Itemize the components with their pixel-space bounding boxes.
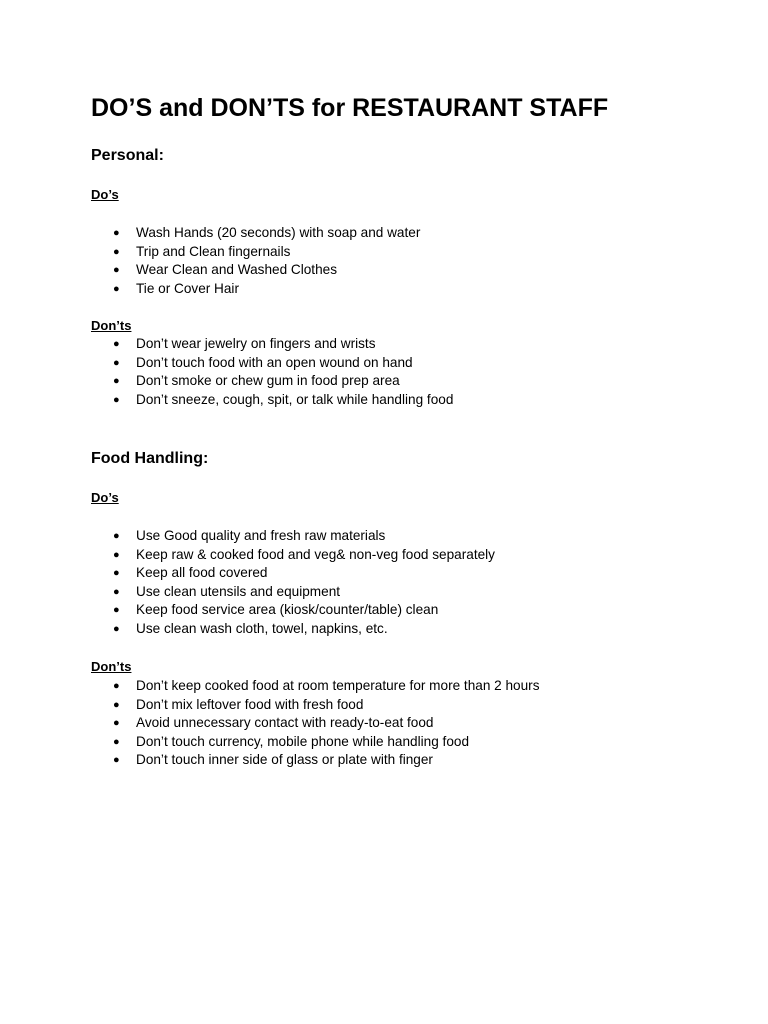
list-item-text: Tie or Cover Hair bbox=[136, 280, 239, 296]
bullet-icon: ● bbox=[113, 338, 120, 350]
bullet-icon: ● bbox=[113, 356, 120, 369]
bullet-icon: ● bbox=[113, 680, 120, 692]
bullet-icon: ● bbox=[113, 754, 120, 767]
personal-dos-heading: Do’s bbox=[91, 187, 119, 202]
bullet-icon: ● bbox=[113, 530, 120, 542]
list-item-text: Don’t touch currency, mobile phone while handling food bbox=[136, 733, 469, 749]
bullet-icon: ● bbox=[113, 264, 120, 277]
list-item-text: Keep food service area (kiosk/counter/table) clean bbox=[136, 602, 439, 618]
list-item-text: Use Good quality and fresh raw materials bbox=[136, 528, 386, 543]
bullet-icon: ● bbox=[113, 622, 120, 635]
list-item-text: Don’t mix leftover food with fresh food bbox=[136, 696, 364, 712]
bullet-icon: ● bbox=[113, 604, 120, 617]
bullet-icon: ● bbox=[113, 567, 120, 580]
list-item-text: Don’t touch food with an open wound on hand bbox=[136, 354, 413, 370]
list-item-text: Keep raw & cooked food and veg& non-veg food separately bbox=[136, 546, 495, 562]
list-item-text: Wash Hands (20 seconds) with soap and water bbox=[136, 225, 421, 240]
list-item-text: Use clean utensils and equipment bbox=[136, 583, 341, 599]
list-item-text: Avoid unnecessary contact with ready-to-eat food bbox=[136, 715, 434, 731]
bullet-icon: ● bbox=[113, 393, 120, 406]
bullet-icon: ● bbox=[113, 227, 120, 239]
bullet-icon: ● bbox=[113, 245, 120, 258]
section-heading-personal: Personal: bbox=[91, 147, 164, 164]
list-item-text: Use clean wash cloth, towel, napkins, etc. bbox=[136, 620, 388, 636]
bullet-icon: ● bbox=[113, 585, 120, 598]
bullet-icon: ● bbox=[113, 717, 120, 730]
list-item-text: Don’t wear jewelry on fingers and wrists bbox=[136, 336, 376, 351]
bullet-icon: ● bbox=[113, 282, 120, 295]
section-heading-food-handling: Food Handling: bbox=[91, 450, 209, 467]
food-handling-dos-heading: Do’s bbox=[91, 490, 119, 505]
list-item-text: Don’t smoke or chew gum in food prep area bbox=[136, 373, 400, 389]
food-handling-donts-heading: Don’ts bbox=[91, 659, 132, 674]
document-title: DO’S and DON’TS for RESTAURANT STAFF bbox=[91, 94, 609, 122]
list-item-text: Keep all food covered bbox=[136, 565, 268, 581]
list-item-text: Don’t keep cooked food at room temperature for more than 2 hours bbox=[136, 678, 540, 693]
bullet-icon: ● bbox=[113, 698, 120, 711]
list-item-text: Don’t sneeze, cough, spit, or talk while handling food bbox=[136, 391, 454, 407]
list-item-text: Wear Clean and Washed Clothes bbox=[136, 262, 337, 278]
list-item-text: Trip and Clean fingernails bbox=[136, 243, 291, 259]
list-item-text: Don’t touch inner side of glass or plate with finger bbox=[136, 752, 433, 768]
bullet-icon: ● bbox=[113, 548, 120, 561]
bullet-icon: ● bbox=[113, 375, 120, 388]
bullet-icon: ● bbox=[113, 735, 120, 748]
personal-donts-heading: Don’ts bbox=[91, 318, 132, 333]
